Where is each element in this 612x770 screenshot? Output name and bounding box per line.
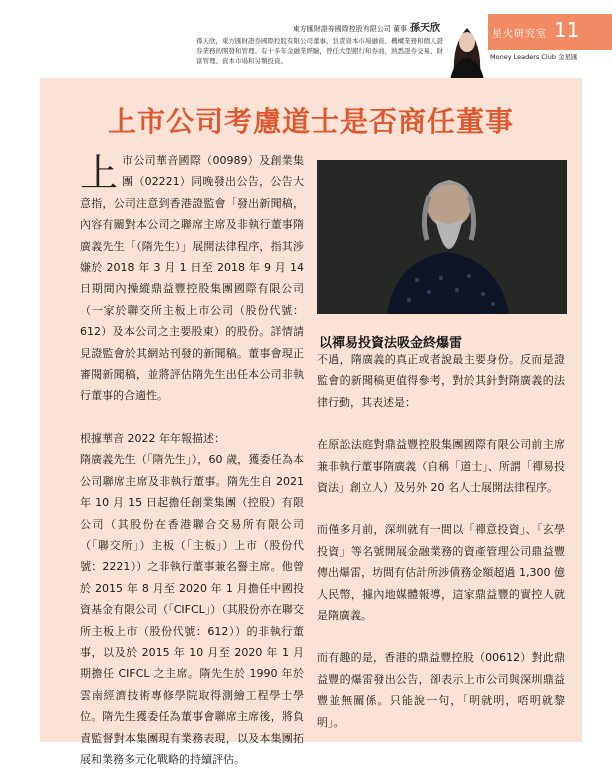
paragraph: 而僅多月前，深圳就有一間以「禪意投資」、「玄學投資」等名號開展金融業務的資產管理公司鼎益豐傳出爆雷，坊間有估計所涉債務金額超過 1,300 億人民幣，據內地媒體報導，這家鼎益豐的實控人就是隋廣義。 — [317, 523, 565, 623]
paragraph: 不過，隋廣義的真正或者說最主要身份。反而是證監會的新聞稿更值得參考，對於其針對隋廣義的法律行動，其表述是： — [317, 353, 565, 409]
paragraph: 市公司華音國際（00989）及創業集團（02221）同晚發出公告，公告大意指，公司注意到香港證監會「發出新聞稿，內容有關對本公司之聯席主席及非執行董事隋廣義先生「（隋先生）」展開法律程序，指其涉嫌於 2018 年 3 月 1 日至 2018 年 9 月 14 日期間內操縱鼎益豐控股集團國際有限公司（一家於聯交所主板上市公司（股份代號：612）及本公司之主要股東）的股份。詳情請見證監會於其網站刊發的新聞稿。董事會現正審閱新聞稿，並將評估隋先生出任本公司非執行董事的合適性。 — [80, 154, 304, 403]
article-title: 上市公司考慮道士是否商任董事 — [107, 105, 514, 138]
paragraph: 根據華音 2022 年年報描述： — [80, 431, 225, 445]
right-column — [317, 349, 565, 733]
author-bio: 孫天欣，東方匯財證券國際控股有限公司董事。負責資本市場融資、機構業務和個人證券業務的開發和管理。有十多年金融業經驗，曾任大型銀行和券商，熟悉證券交易、財富管理、資本市場和另類投資。 — [196, 37, 443, 65]
column-tab — [488, 14, 612, 50]
paragraph: 而有趣的是，香港的鼎益豐控股（00612）對此鼎益豐的爆雷發出公告，卻表示上市公司與深圳鼎益豐並無關係。只能說一句，「明就明，唔明就黎明」。 — [317, 651, 565, 729]
author-affiliation: 東方匯財證券國際控股有限公司 董事 — [292, 25, 407, 33]
article-photo — [317, 160, 567, 314]
author-header — [240, 24, 440, 34]
page-number: 11 — [554, 18, 580, 42]
subheading: 以禪易投資法吸金終爆雷 — [319, 336, 463, 351]
paragraph: 隋廣義先生（「隋先生」），60 歲，獲委任為本公司聯席主席及非執行董事。隋先生自 2021 年 10 月 15 日起擔任創業集團（控股）有限公司（其股份在香港聯合交易所有限公司（「聯交所」）主板（「主板」）上市（股份代號：2221））之非執行董事兼名譽主席。他曾於 2015 年 8 月至 2020 年 1 月擔任中國投資基金有限公司（「CIFCL」）（其股份亦在聯交所主板上市（股份代號：612））的非執行董事，以及於 2015 年 10 月至 2020 年 1 月期擔任 CIFCL 之主席。隋先生於 1990 年於雲南經濟技術專修學院取得測繪工程學士學位。隋先生獲委任為董事會聯席主席後，將負責監督對本集團現有業務表現，以及本集團拓展和業務多元化戰略的持續評估。 — [80, 453, 304, 766]
left-column — [80, 150, 304, 770]
column-name: 星火研究室 — [492, 29, 547, 40]
author-portrait — [446, 14, 488, 80]
author-name: 孫天欣 — [410, 23, 440, 34]
club-label: Money Leaders Club 金星匯 — [490, 53, 578, 61]
drop-cap: 上 — [80, 151, 119, 195]
paragraph: 在原訟法庭對鼎益豐控股集團國際有限公司前主席兼非執行董事隋廣義（自稱「道士」、所謂「禪易投資法」創立人）及另外 20 名人士展開法律程序。 — [317, 438, 565, 495]
